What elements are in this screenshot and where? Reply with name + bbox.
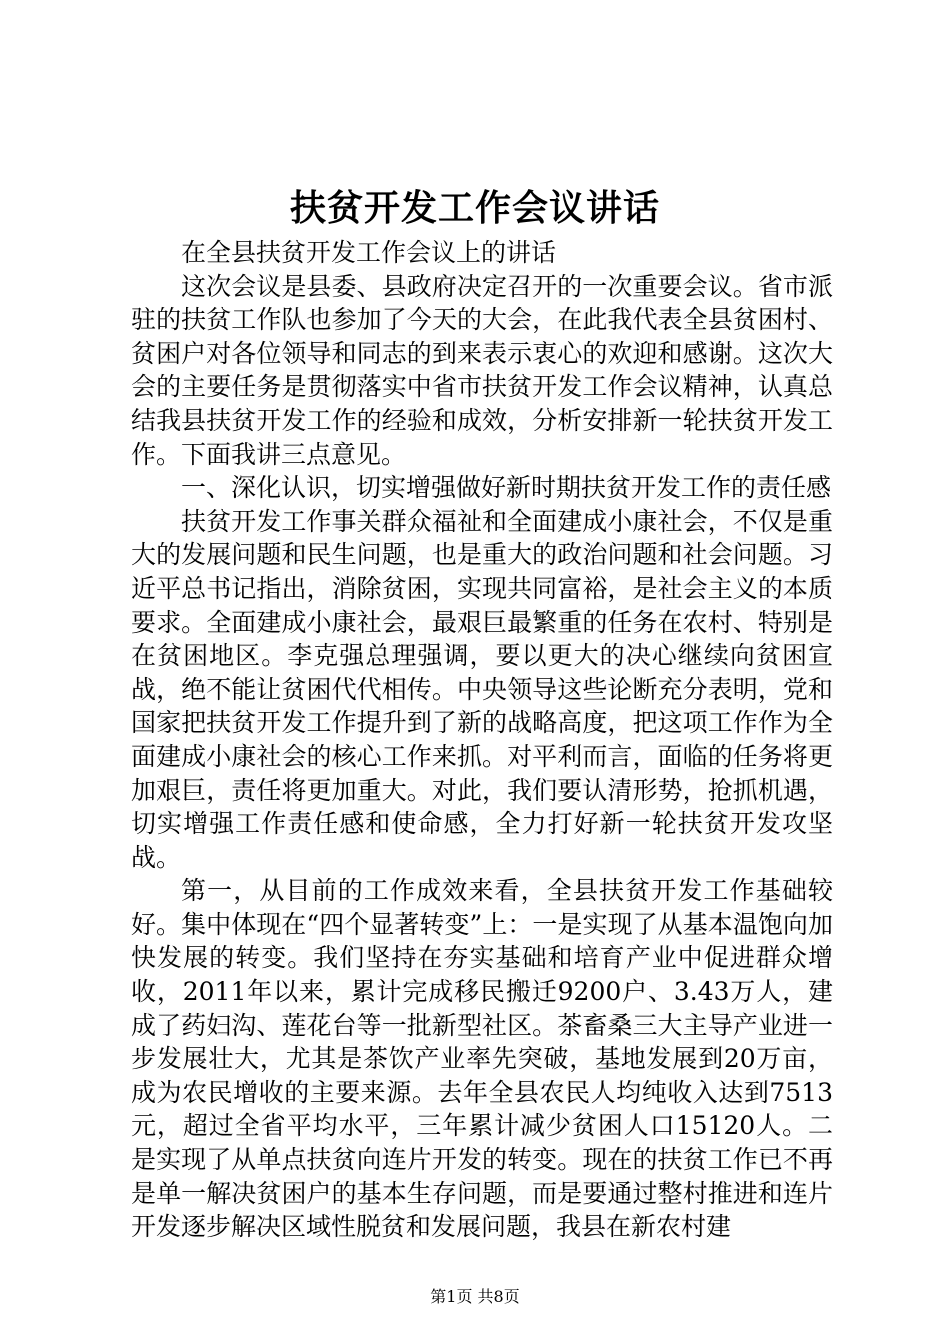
body-paragraph: 第一，从目前的工作成效来看，全县扶贫开发工作基础较好。集中体现在“四个显著转变”上：一是实现了从基本温饱向加快发展的转变。我们坚持在夯实基础和培育产业中促进群众增收，2011年以来，累计完成移民搬迁9200户、3.43万人，建成了药妇沟、莲花台等一批新型社区。茶畜桑三大主导产业进一步发展壮大，尤其是茶饮产业率先突破，基地发展到20万亩，成为农民增收的主要来源。去年全县农民人均纯收入达到7513元，超过全省平均水平，三年累计减少贫困人口15120人。二是实现了从单点扶贫向连片开发的转变。现在的扶贫工作已不再是单一解决贫困户的基本生存问题，而是要通过整村推进和连片开发逐步解决区域性脱贫和发展问题，我县在新农村建	[131, 876, 833, 1242]
speech-subtitle: 在全县扶贫开发工作会议上的讲话	[181, 238, 557, 267]
section-heading-1: 一、深化认识，切实增强做好新时期扶贫开发工作的责任感	[181, 473, 832, 503]
body-paragraph: 扶贫开发工作事关群众福祉和全面建成小康社会，不仅是重大的发展问题和民生问题，也是重大的政治问题和社会问题。习近平总书记指出，消除贫困，实现共同富裕，是社会主义的本质要求。全面建成小康社会，最艰巨最繁重的任务在农村、特别是在贫困地区。李克强总理强调，要以更大的决心继续向贫困宣战，绝不能让贫困代代相传。中央领导这些论断充分表明，党和国家把扶贫开发工作提升到了新的战略高度，把这项工作作为全面建成小康社会的核心工作来抓。对平利而言，面临的任务将更加艰巨，责任将更加重大。对此，我们要认清形势，抢抓机遇，切实增强工作责任感和使命感，全力打好新一轮扶贫开发攻坚战。	[131, 506, 833, 872]
page-footer: 第1页 共8页	[430, 1287, 520, 1306]
document-body	[131, 236, 833, 1244]
intro-paragraph: 这次会议是县委、县政府决定召开的一次重要会议。省市派驻的扶贫工作队也参加了今天的大会，在此我代表全县贫困村、贫困户对各位领导和同志的到来表示衷心的欢迎和感谢。这次大会的主要任务是贯彻落实中省市扶贫开发工作会议精神，认真总结我县扶贫开发工作的经验和成效，分析安排新一轮扶贫开发工作。下面我讲三点意见。	[131, 271, 833, 469]
document-title: 扶贫开发工作会议讲话	[289, 187, 660, 229]
